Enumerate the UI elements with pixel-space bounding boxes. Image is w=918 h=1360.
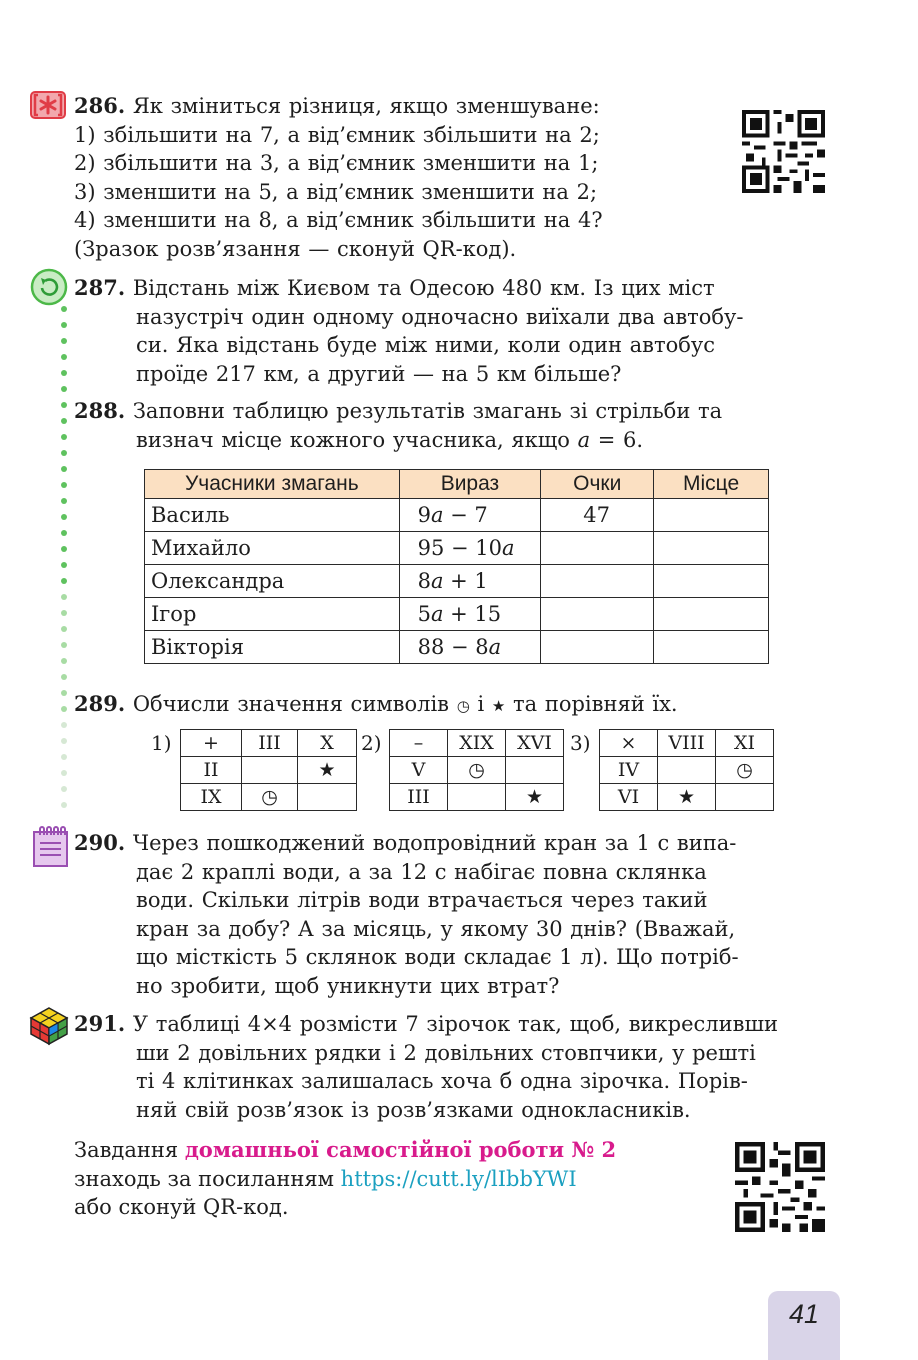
subtask-label: 3) (570, 731, 591, 755)
place-cell[interactable] (654, 499, 769, 532)
operation-cell (242, 757, 298, 784)
guide-dot (61, 770, 67, 776)
operation-cell: X (298, 730, 357, 757)
page-number-tab (768, 1291, 840, 1360)
homework-title: домашньої самостійної роботи № 2 (184, 1137, 617, 1162)
homework-block: Завдання домашньої самостійної роботи № 2 знаходь за посиланням https://cutt.ly/lIbbYWI або сконуй QR-код. (74, 1137, 617, 1220)
operation-cell: XI (716, 730, 774, 757)
guide-dot (61, 562, 67, 568)
table-row (600, 730, 774, 757)
guide-dot (61, 466, 67, 472)
operation-cell (298, 784, 357, 811)
operation-table (389, 729, 564, 811)
place-cell[interactable] (654, 598, 769, 631)
problem-number: 288. (74, 398, 126, 423)
problem-286: 286. Як зміниться різниця, якщо зменшуване: 1) збільшити на 7, а від’ємник збільшити на 2; 2) збільшити на 3, а від’ємник зменшити на 1; 3) зменшити на 5, а від’ємник зменшити на 2; 4) зменшити на 8, а від’ємник збільшити на 4? (Зразок розв’язання — сконуй QR-код). (74, 93, 603, 261)
guide-dot (61, 658, 67, 664)
star-icon: ★ (491, 697, 506, 715)
problem-290: 290. Через пошкоджений водопровідний кран за 1 с випа- дає 2 краплі води, а за 12 с набігає повна склянка води. Скільки літрів води втрачається через такий кран за добу? А за місяць, у якому 30 днів? (Вважай, що місткість 5 склянок води складає 1 л). Що потріб- но зробити, щоб уникнути цих втрат? (74, 830, 739, 998)
clock-icon: ◷ (456, 697, 470, 715)
operation-cell (716, 784, 774, 811)
homework-link[interactable]: https://cutt.ly/lIbbYWI (340, 1166, 577, 1191)
operation-cell: ★ (506, 784, 564, 811)
participant-name: Олександра (145, 565, 400, 598)
guide-dot (61, 802, 67, 808)
operation-cell: XVI (506, 730, 564, 757)
points-cell[interactable] (541, 565, 654, 598)
operation-cell: + (181, 730, 242, 757)
guide-dot (61, 642, 67, 648)
operation-cell: V (390, 757, 448, 784)
guide-dot (61, 594, 67, 600)
participant-name: Вікторія (145, 631, 400, 664)
guide-dot (61, 370, 67, 376)
problem-number: 289. (74, 691, 126, 716)
operation-cell: ★ (658, 784, 716, 811)
guide-dot (61, 674, 67, 680)
notepad-icon (32, 826, 69, 868)
guide-dot (61, 338, 67, 344)
problem-287: 287. Відстань між Києвом та Одесою 480 км. Із цих міст назустріч один одному одночасно виїхали два автобу- си. Яка відстань буде між ними, коли один автобус проїде 217 км, а другий — на 5 км більше? (74, 275, 744, 386)
qr-code-icon[interactable] (742, 110, 825, 193)
expression-cell: 8a + 1 (399, 565, 541, 598)
guide-dot (61, 482, 67, 488)
place-cell[interactable] (654, 631, 769, 664)
points-cell[interactable]: 47 (541, 499, 654, 532)
operation-cell (658, 757, 716, 784)
problem-number: 290. (74, 830, 126, 855)
expression-cell: 5a + 15 (399, 598, 541, 631)
guide-dot (61, 306, 67, 312)
column-header: Місце (654, 470, 769, 499)
table-row (145, 631, 769, 664)
guide-dot (61, 546, 67, 552)
participant-name: Ігор (145, 598, 400, 631)
table-row (181, 757, 357, 784)
operation-cell: III (242, 730, 298, 757)
column-header: Учасники змагань (145, 470, 400, 499)
guide-dot (61, 738, 67, 744)
page-number: 41 (788, 1299, 820, 1329)
guide-dot (61, 514, 67, 520)
problem-number: 287. (74, 275, 126, 300)
table-row (181, 730, 357, 757)
participant-name: Михайло (145, 532, 400, 565)
operation-cell: ◷ (448, 757, 506, 784)
points-cell[interactable] (541, 532, 654, 565)
operation-cell (506, 757, 564, 784)
guide-dot (61, 578, 67, 584)
operation-cell: ◷ (716, 757, 774, 784)
problem-number: 286. (74, 93, 126, 118)
operation-cell: ◷ (242, 784, 298, 811)
operation-table (180, 729, 357, 811)
guide-dot (61, 722, 67, 728)
operation-cell: × (600, 730, 658, 757)
expression-cell: 88 − 8a (399, 631, 541, 664)
points-cell[interactable] (541, 631, 654, 664)
guide-dot (61, 690, 67, 696)
operation-cell: II (181, 757, 242, 784)
guide-dot (61, 706, 67, 712)
operation-cell: III (390, 784, 448, 811)
table-row (145, 598, 769, 631)
operation-cell: – (390, 730, 448, 757)
guide-dot (61, 626, 67, 632)
column-header: Вираз (399, 470, 541, 499)
results-table (144, 469, 769, 664)
expression-cell: 9a − 7 (399, 499, 541, 532)
guide-dot (61, 450, 67, 456)
problem-289: 289. Обчисли значення символів ◷ і ★ та порівняй їх. (74, 691, 678, 716)
rubiks-cube-icon (29, 1006, 69, 1046)
guide-dot (61, 418, 67, 424)
points-cell[interactable] (541, 598, 654, 631)
guide-dot (61, 498, 67, 504)
table-row (145, 532, 769, 565)
qr-code-icon[interactable] (735, 1142, 825, 1232)
expression-cell: 95 − 10a (399, 532, 541, 565)
refresh-icon (30, 268, 68, 306)
guide-dot (61, 530, 67, 536)
table-row (145, 499, 769, 532)
guide-dot (61, 402, 67, 408)
table-row (390, 757, 564, 784)
table-row (600, 784, 774, 811)
table-row (390, 784, 564, 811)
guide-dot (61, 786, 67, 792)
operation-cell: IV (600, 757, 658, 784)
operation-cell: ★ (298, 757, 357, 784)
operation-cell (448, 784, 506, 811)
participant-name: Василь (145, 499, 400, 532)
guide-dot (61, 434, 67, 440)
problem-number: 291. (74, 1011, 126, 1036)
table-row (181, 784, 357, 811)
problem-288: 288. Заповни таблицю результатів змагань зі стрільби та визнач місце кожного учасника, якщо a = 6. (74, 398, 723, 452)
table-row (390, 730, 564, 757)
guide-dot (61, 754, 67, 760)
problem-291: 291. У таблиці 4×4 розмісти 7 зірочок так, щоб, викресливши ши 2 довільних рядки і 2 довільних стовпчики, у решті ті 4 клітинках залишалась хоча б одна зірочка. Порів- няй свій розв’язок із розв’язками однокласників. (74, 1011, 778, 1122)
place-cell[interactable] (654, 565, 769, 598)
operation-table (599, 729, 774, 811)
guide-dot (61, 610, 67, 616)
subtask-label: 1) (151, 731, 172, 755)
guide-dot (61, 386, 67, 392)
guide-dot (61, 354, 67, 360)
subtask-label: 2) (361, 731, 382, 755)
operation-cell: XIX (448, 730, 506, 757)
table-row (600, 757, 774, 784)
operation-cell: VI (600, 784, 658, 811)
place-cell[interactable] (654, 532, 769, 565)
column-header: Очки (541, 470, 654, 499)
table-row (145, 565, 769, 598)
guide-dot (61, 322, 67, 328)
table-header-row (145, 470, 769, 499)
star-box-icon (30, 91, 66, 119)
operation-cell: VIII (658, 730, 716, 757)
operation-cell: IX (181, 784, 242, 811)
